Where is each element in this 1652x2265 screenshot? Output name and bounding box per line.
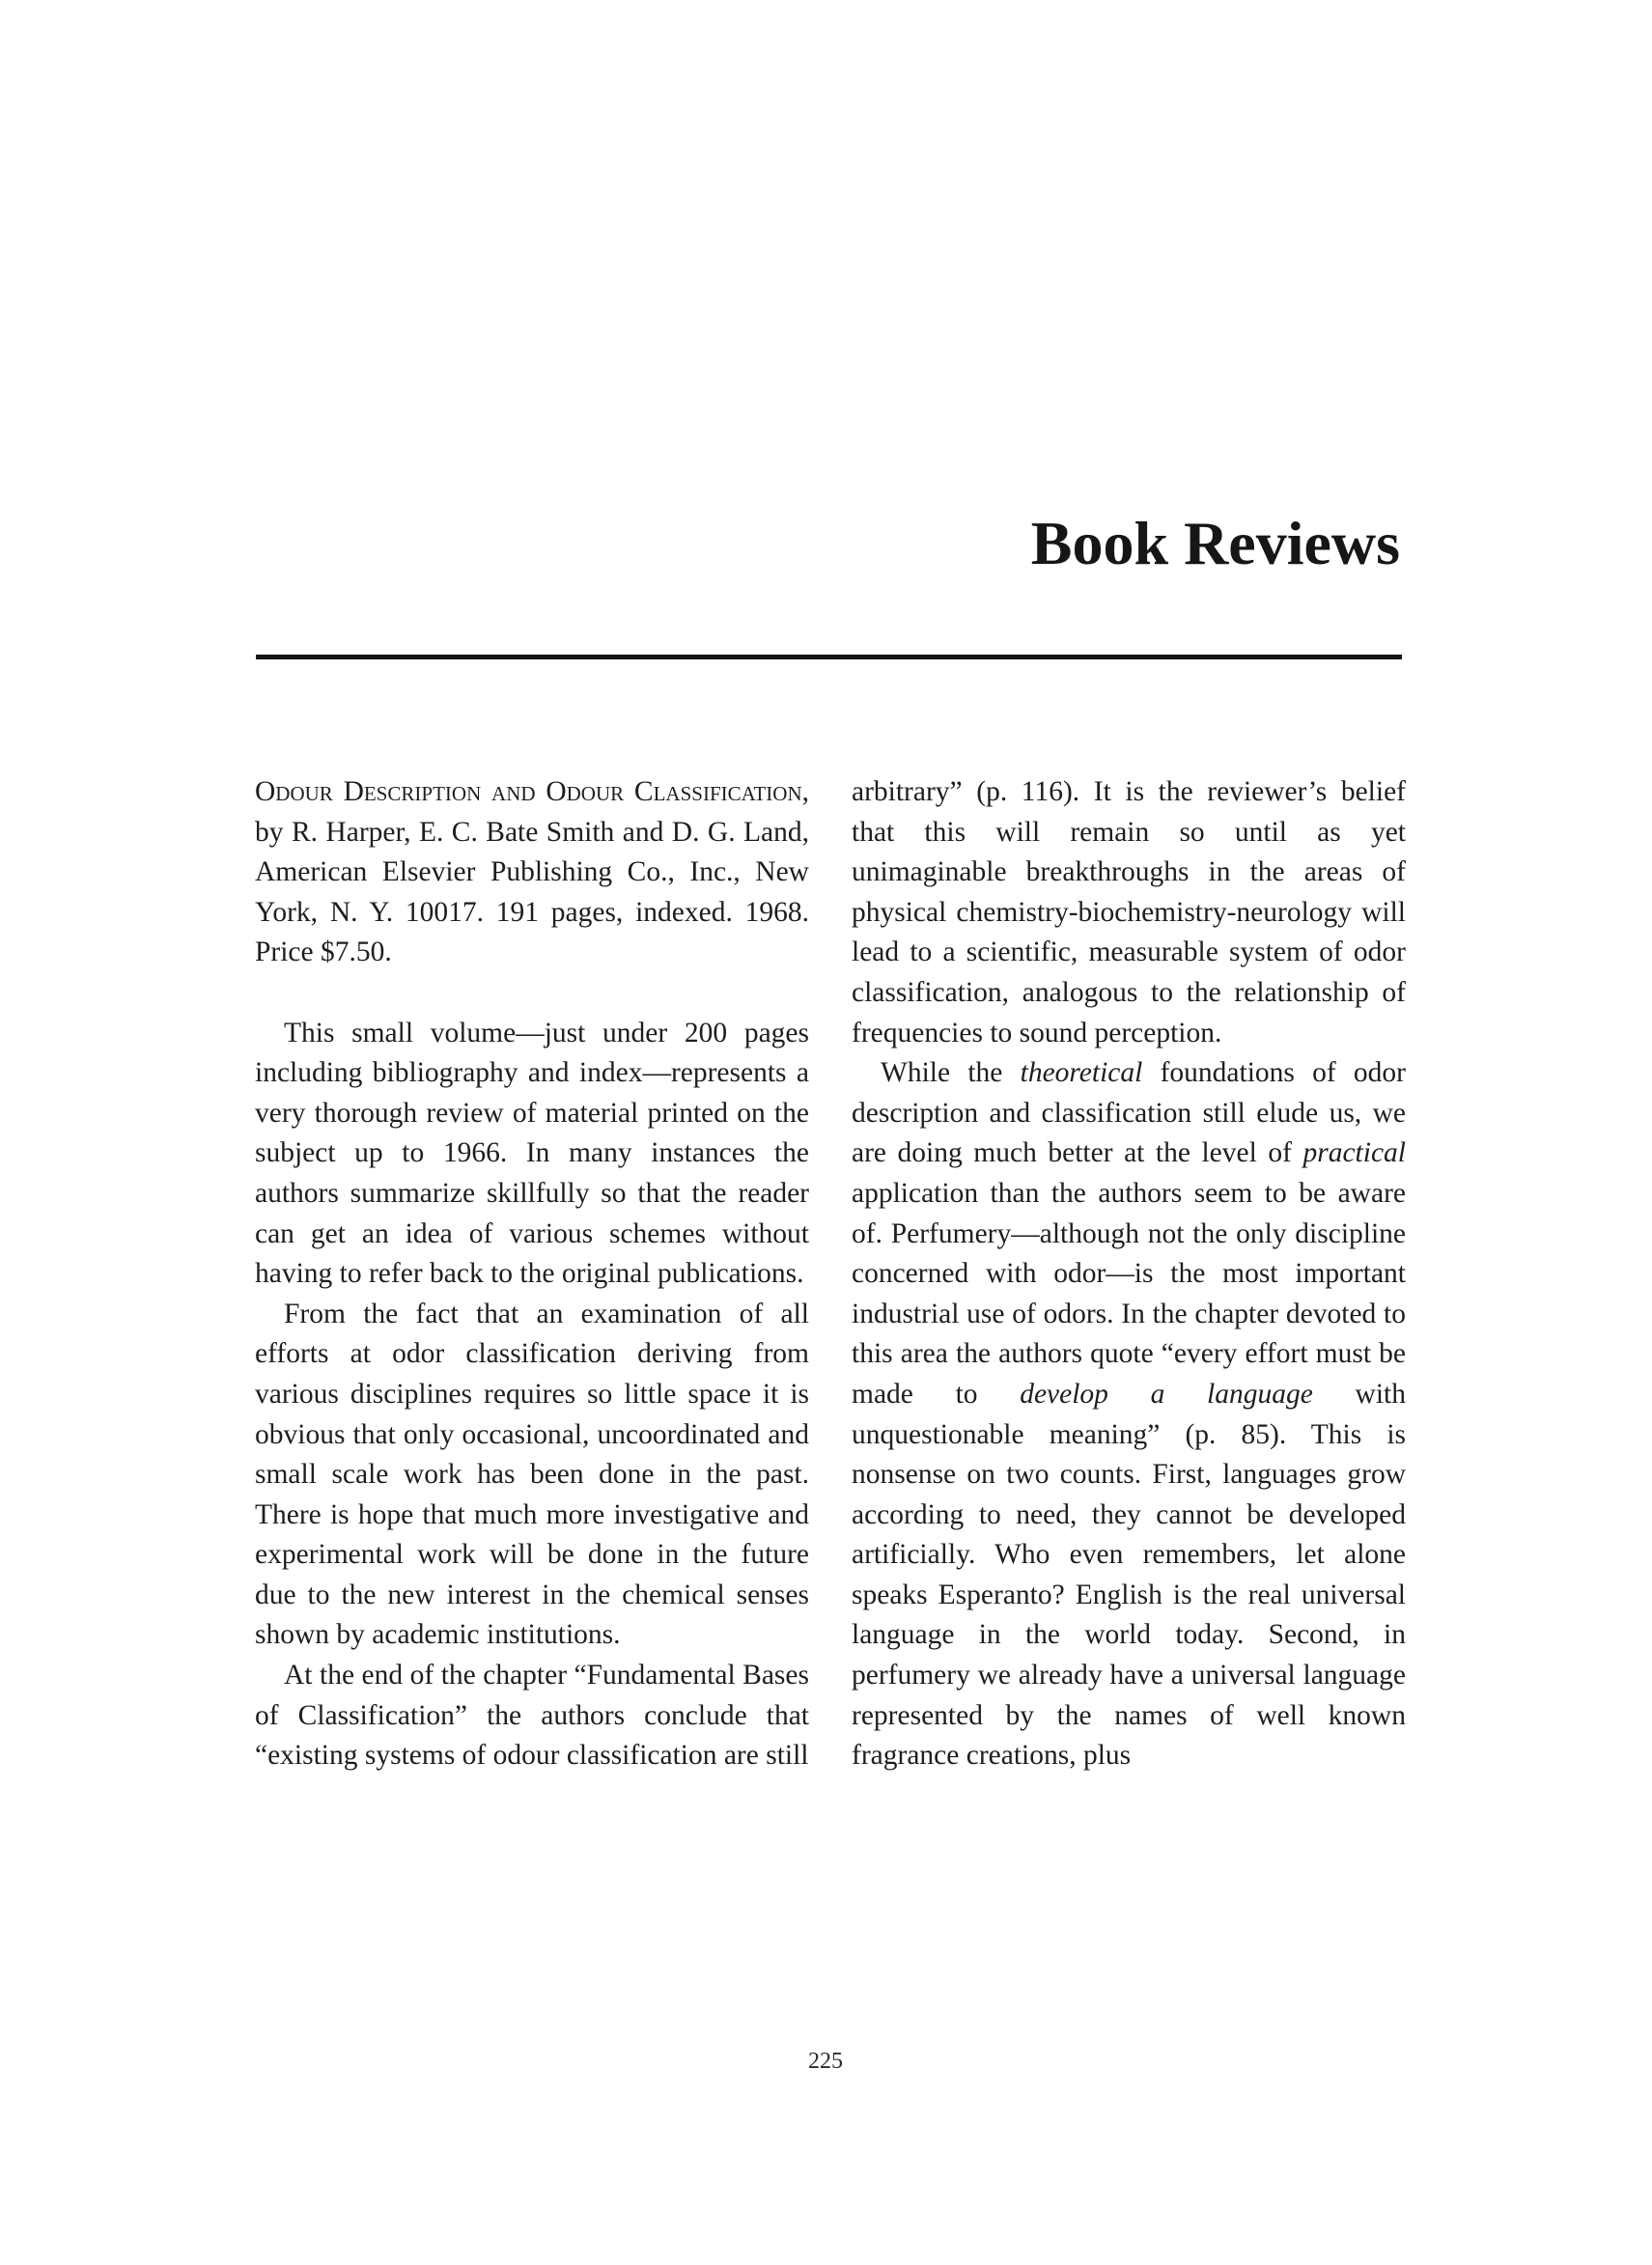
review-paragraph-3-continued: arbitrary” (p. 116). It is the reviewer’s belief that this will remain so until as yet unimaginable breakthroughs in the areas of physical chemistry-biochemistry-neurology will lead to a scientific, measurable system of odor classification, analogous to the relationship of frequencies to sound perception. [852,776,1406,1049]
title-rule [256,655,1402,659]
review-paragraph-4 [852,1053,1406,1776]
review-paragraph-2: From the fact that an examination of all efforts at odor classification deriving from various disciplines requires so little space it is obvious that only occasional, uncoordinated and small scale work has been done in the past. There is hope that much more investigative and experimental work will be done in the future due to the new interest in the chemical senses shown by academic institutions. [255,1298,809,1651]
page-number: 225 [808,2049,843,2074]
emphasis-develop-a-language: develop a language [1020,1378,1313,1410]
book-citation [255,772,809,973]
right-column [852,772,1406,1776]
book-details: , by R. Harper, E. C. Bate Smith and D. G. Land, American Elsevier Publishing Co., Inc., New York, N. Y. 10017. 191 pages, indexed. 1968. Price $7.50. [255,776,809,968]
review-paragraph-3: At the end of the chapter “Fundamental Bases of Classification” the authors conclude that “existing systems of odour classification are still [255,1660,809,1772]
emphasis-practical: practical [1302,1137,1406,1169]
text-run: foundations of odor description and classification still elude us, we are doing much better at the level of [852,1057,1407,1169]
page-title: Book Reviews [1030,508,1400,577]
left-column [255,772,809,1776]
text-run: While the [881,1057,1021,1089]
emphasis-theoretical: theoretical [1020,1057,1143,1089]
review-paragraph-1: This small volume—just under 200 pages including bibliography and index—represents a very thorough review of material printed on the subject up to 1966. In many instances the authors summarize skillfully so that the reader can get an idea of various schemes without having to refer back to the original publications. [255,1017,809,1290]
text-run: with unquestionable meaning” (p. 85). This is nonsense on two counts. First, languages grow according to need, they cannot be developed artificially. Who even remembers, let alone speaks Esperanto? English is the real universal language in the world today. Second, in perfumery we already have a universal language represented by the names of well known fragrance creations, plus [852,1378,1406,1772]
text-run: application than the authors seem to be aware of. Perfumery—although not the only discipline concerned with odor—is the most important industrial use of odors. In the chapter devoted to this area the authors quote “every effort must be made to [852,1177,1406,1410]
book-title: Odour Description and Odour Classification [255,776,802,807]
